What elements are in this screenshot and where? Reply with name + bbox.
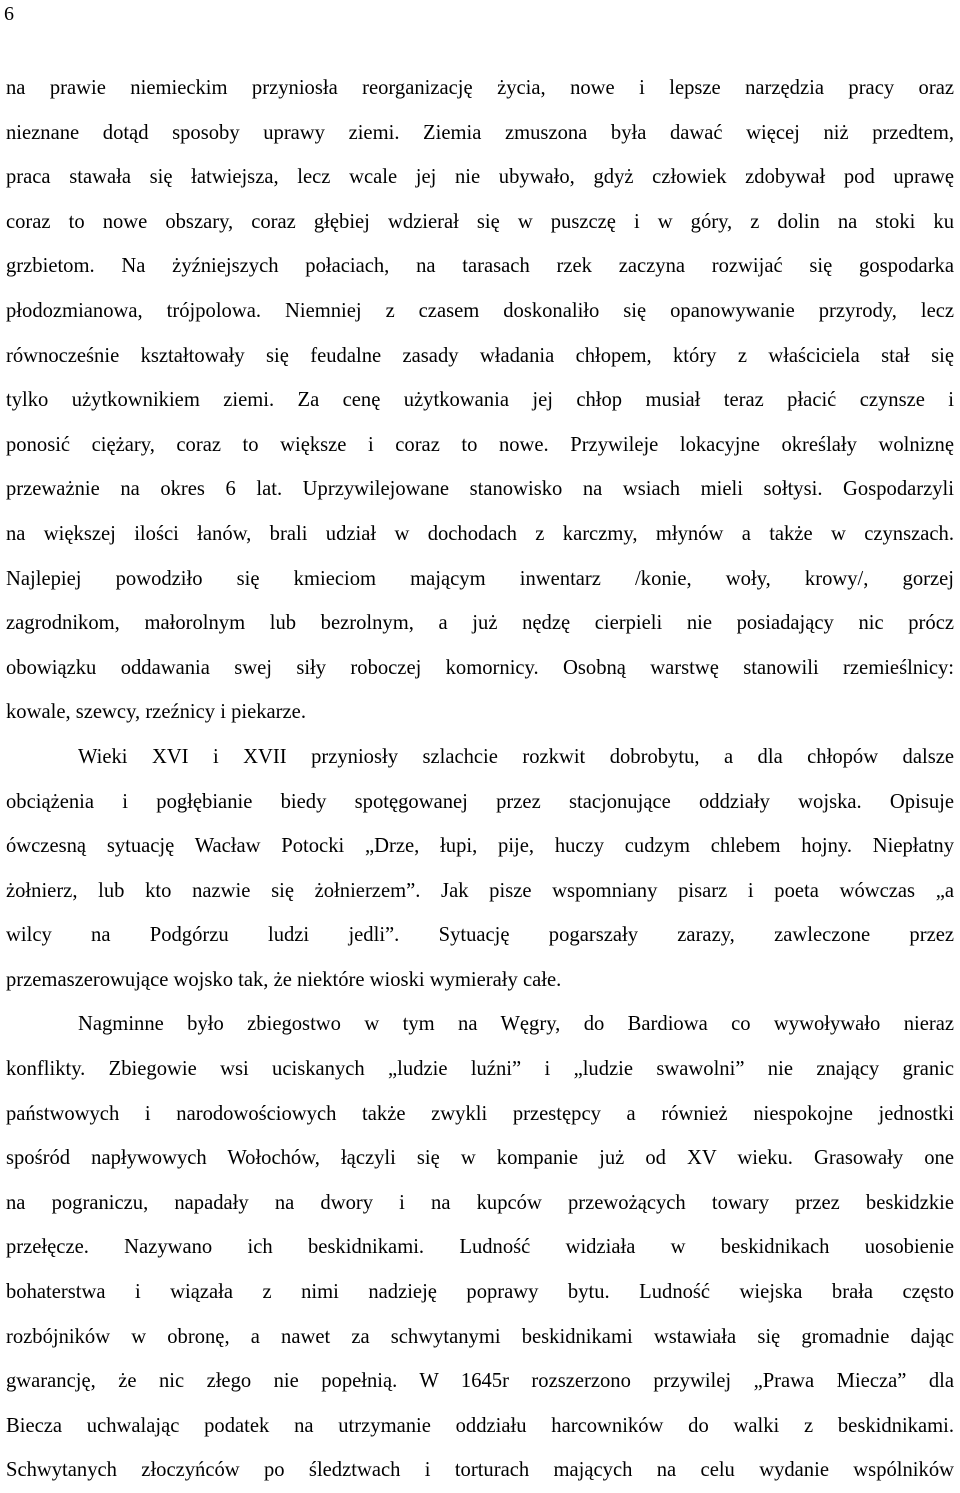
page-body	[6, 66, 954, 1493]
text-line: Nagminne było zbiegostwo w tym na Węgry, do Bardiowa co wywoływało nieraz	[78, 1013, 954, 1036]
text-line: Schwytanych złoczyńców po śledztwach i torturach mających na celu wydanie wspólników	[6, 1459, 954, 1482]
text-line: grzbietom. Na żyźniejszych połaciach, na tarasach rzek zaczyna rozwijać się gospodarka	[6, 255, 954, 278]
text-line: państwowych i narodowościowych także zwykli przestępcy a również niespokojne jednostki	[6, 1102, 954, 1125]
text-line: konflikty. Zbiegowie wsi uciskanych „ludzie luźni” i „ludzie swawolni” nie znający granic	[6, 1058, 954, 1081]
text-line: spośród napływowych Wołochów, łączyli się w kompanie już od XV wieku. Grasowały one	[6, 1147, 954, 1170]
text-line: zagrodnikom, małorolnym lub bezrolnym, a już nędzę cierpieli nie posiadający nic prócz	[6, 612, 954, 635]
text-line: kowale, szewcy, rzeźnicy i piekarze.	[6, 701, 306, 724]
text-line: praca stawała się łatwiejsza, lecz wcale jej nie ubywało, gdyż człowiek zdobywał pod uprawę	[6, 166, 954, 189]
text-line: przełęcze. Nazywano ich beskidnikami. Ludność widziała w beskidnikach uosobienie	[6, 1236, 954, 1259]
paragraph	[6, 1002, 954, 1493]
text-line: na większej ilości łanów, brali udział w dochodach z karczmy, młynów a także w czynszach.	[6, 522, 954, 545]
text-line: ówczesną sytuację Wacław Potocki „Drze, łupi, pije, huczy cudzym chlebem hojny. Niepłatny	[6, 835, 954, 858]
text-line: równocześnie kształtowały się feudalne zasady władania chłopem, który z właściciela stał się	[6, 344, 954, 367]
text-line: coraz to nowe obszary, coraz głębiej wdzierał się w puszczę i w góry, z dolin na stoki ku	[6, 210, 954, 233]
text-line: tylko użytkownikiem ziemi. Za cenę użytkowania jej chłop musiał teraz płacić czynsze i	[6, 389, 954, 412]
page-number: 6	[4, 3, 14, 25]
text-line: Najlepiej powodziło się kmieciom mającym inwentarz /konie, woły, krowy/, gorzej	[6, 567, 954, 590]
text-line: nieznane dotąd sposoby uprawy ziemi. Ziemia zmuszona była dawać więcej niż przedtem,	[6, 121, 954, 144]
text-line: bohaterstwa i wiązała z nimi nadzieję poprawy bytu. Ludność wiejska brała często	[6, 1281, 954, 1304]
text-line: Wieki XVI i XVII przyniosły szlachcie rozkwit dobrobytu, a dla chłopów dalsze	[78, 745, 954, 768]
text-line: wilcy na Podgórzu ludzi jedli”. Sytuację pogarszały zarazy, zawleczone przez	[6, 924, 954, 947]
text-line: przeważnie na okres 6 lat. Uprzywilejowane stanowisko na wsiach mieli sołtysi. Gospodarzyli	[6, 478, 954, 501]
text-line: gwarancję, że nic złego nie popełnią. W 1645r rozszerzono przywilej „Prawa Miecza” dla	[6, 1370, 954, 1393]
text-line: żołnierz, lub kto nazwie się żołnierzem”. Jak pisze wspomniany pisarz i poeta wówczas „a	[6, 879, 954, 902]
text-line: na pograniczu, napadały na dwory i na kupców przewożących towary przez beskidzkie	[6, 1191, 954, 1214]
text-line: rozbójników w obronę, a nawet za schwytanymi beskidnikami wstawiała się gromadnie dając	[6, 1325, 954, 1348]
text-line: na prawie niemieckim przyniosła reorganizację życia, nowe i lepsze narzędzia pracy oraz	[6, 77, 954, 99]
text-line: płodozmianowa, trójpolowa. Niemniej z czasem doskonaliło się opanowywanie przyrody, lecz	[6, 299, 954, 322]
text-line: obciążenia i pogłębianie biedy spotęgowanej przez stacjonujące oddziały wojska. Opisuje	[6, 790, 954, 813]
text-line: obowiązku oddawania swej siły roboczej komornicy. Osobną warstwę stanowili rzemieślnicy:	[6, 656, 954, 679]
text-line: przemaszerowujące wojsko tak, że niektóre wioski wymierały całe.	[6, 968, 562, 991]
text-line: ponosić ciężary, coraz to większe i coraz to nowe. Przywileje lokacyjne określały wolniznę	[6, 433, 954, 456]
paragraph	[6, 735, 954, 1003]
text-line: Biecza uchwalając podatek na utrzymanie oddziału harcowników do walki z beskidnikami.	[6, 1414, 954, 1437]
paragraph	[6, 66, 954, 735]
